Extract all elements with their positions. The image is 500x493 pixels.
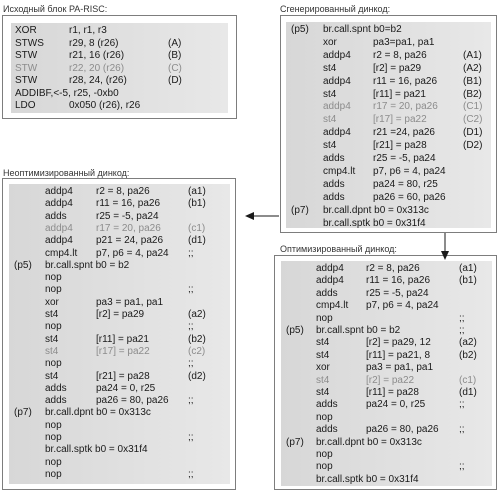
code-args: r11 = 16, pa26 (96, 198, 161, 210)
code-line (281, 288, 492, 300)
code-line (9, 346, 230, 358)
code-tag: ;; (459, 461, 465, 473)
code-op: addp4 (316, 263, 344, 274)
code-op: STW (15, 62, 38, 74)
code-op: st4 (323, 62, 337, 74)
code-line (9, 260, 230, 272)
code-line (11, 88, 228, 101)
code-tag: (c1) (459, 374, 477, 386)
code-line (281, 449, 492, 461)
code-line (9, 198, 230, 210)
code-tag: (b1) (459, 275, 477, 287)
code-line (11, 25, 228, 38)
code-args: r25 = -5, pa24 (373, 153, 436, 164)
code-line (9, 235, 230, 247)
code-line (9, 407, 230, 419)
code-tag: (d1) (459, 387, 477, 398)
code-line (11, 63, 228, 76)
code-tag: (B2) (463, 88, 482, 100)
code-line (286, 218, 491, 231)
code-line (281, 362, 492, 374)
code-op: STW (15, 50, 38, 61)
code-op: cmp4.lt (45, 247, 78, 259)
source-caption: Исходный блок PA-RISC: (3, 4, 108, 14)
code-line (286, 50, 491, 63)
code-args: r17 = 20, pa26 (96, 222, 161, 234)
code-line (286, 89, 491, 102)
code-line (281, 300, 492, 312)
code-tag: ;; (188, 284, 194, 296)
code-op: nop (316, 312, 333, 324)
code-op: adds (45, 382, 67, 394)
code-tag: ;; (459, 399, 465, 411)
code-line (286, 140, 491, 153)
unoptimized-caption: Неоптимизированный динкод: (3, 168, 130, 178)
code-tag: (D) (168, 75, 182, 86)
code-op: addp4 (45, 235, 73, 247)
code-tag: ;; (188, 395, 194, 407)
code-args: r29, 8 (r26) (69, 37, 119, 49)
code-args: [r2] = pa29 (373, 62, 422, 74)
code-op: cmp4.lt (323, 165, 356, 177)
code-op: nop (45, 321, 62, 333)
code-line (281, 375, 492, 387)
code-op: addp4 (316, 275, 344, 287)
code-line (9, 371, 230, 383)
code-op: st4 (45, 333, 59, 345)
code-tag: (A1) (463, 49, 482, 61)
code-args: [r17] = pa22 (373, 114, 427, 126)
code-args: 0x050 (r26), r26 (69, 100, 141, 111)
code-pred: (p5) (286, 325, 304, 336)
code-args: [r21] = pa28 (373, 140, 427, 152)
code-op: addp4 (323, 75, 351, 87)
code-tag: ;; (459, 325, 465, 336)
code-line (9, 334, 230, 346)
code-line (286, 114, 491, 127)
code-line (9, 383, 230, 395)
code-args: [r21] = pa28 (96, 370, 150, 382)
code-line (281, 350, 492, 362)
code-tag: (d2) (188, 370, 206, 382)
code-line (11, 75, 228, 88)
code-op: STWS (15, 37, 44, 49)
code-pred: (p5) (291, 24, 309, 35)
code-op: st4 (323, 114, 337, 126)
code-line (286, 179, 491, 192)
code-line (281, 424, 492, 436)
code-line (286, 37, 491, 50)
code-line (281, 474, 492, 486)
code-args: pa26 = 80, pa26 (366, 424, 439, 436)
code-args: [r17] = pa22 (96, 345, 150, 357)
source-code (11, 23, 228, 113)
code-op: nop (316, 449, 333, 460)
code-args: r2 = 8, pa26 (366, 263, 420, 274)
code-pred: (p5) (14, 259, 32, 271)
code-line (281, 437, 492, 449)
code-args: r2 = 8, pa26 (373, 49, 427, 61)
code-tag: (a2) (188, 309, 206, 320)
code-tag: ;; (459, 424, 465, 436)
code-args: [r11] = pa21 (373, 88, 426, 100)
code-line (286, 192, 491, 205)
code-args: r25 = -5, pa24 (366, 287, 429, 299)
code-args: r17 = 20, pa26 (373, 101, 438, 113)
code-line (9, 272, 230, 284)
code-op: br.call.sptk b0 = 0x31f4 (45, 444, 148, 456)
code-op: br.call.spnt b0 = b2 (316, 325, 401, 336)
code-op: addp4 (45, 222, 73, 234)
code-tag: (C2) (463, 114, 483, 126)
code-line (11, 38, 228, 51)
code-tag: (a1) (459, 263, 477, 274)
code-op: adds (316, 424, 338, 436)
code-op: nop (316, 411, 333, 423)
code-op: br.call.sptk b0 = 0x31f4 (316, 473, 419, 485)
code-op: st4 (316, 337, 330, 349)
code-op: nop (45, 284, 62, 296)
code-tag: (c1) (188, 222, 206, 234)
code-op: xor (323, 36, 337, 48)
optimized-caption: Оптимизированный динкод: (280, 244, 397, 254)
code-op: ADDIBF,<-5, r25, -0xb0 (15, 87, 119, 99)
code-line (281, 275, 492, 287)
generated-caption: Сгенерированный динкод: (280, 4, 391, 14)
code-tag: (A2) (463, 62, 482, 74)
code-line (9, 223, 230, 235)
code-op: st4 (316, 387, 330, 398)
code-line (281, 337, 492, 349)
code-op: adds (45, 210, 67, 222)
code-line (281, 412, 492, 424)
code-op: xor (45, 296, 59, 308)
code-op: XOR (15, 25, 37, 36)
code-op: st4 (323, 140, 337, 152)
code-args: [r11] = pa28 (366, 387, 419, 398)
code-args: r21, 16 (r26) (69, 50, 125, 61)
code-line (281, 399, 492, 411)
code-line (286, 76, 491, 89)
code-tag: (c2) (188, 345, 206, 357)
code-args: r11 = 16, pa26 (366, 275, 431, 287)
code-op: st4 (316, 349, 330, 361)
code-line (9, 309, 230, 321)
code-op: nop (45, 419, 62, 431)
code-args: pa24 = 0, r25 (366, 399, 426, 411)
generated-box (280, 15, 497, 233)
code-op: br.call.spnt b0=b2 (323, 24, 402, 35)
code-op: st4 (323, 88, 337, 100)
code-pred: (p7) (291, 204, 309, 216)
code-line (286, 24, 491, 37)
code-op: st4 (45, 345, 59, 357)
code-op: nop (316, 461, 333, 473)
code-args: p21 = 24, pa26 (96, 235, 164, 247)
code-op: adds (316, 287, 338, 299)
code-args: pa3=pa1, pa1 (373, 36, 435, 48)
code-op: nop (45, 468, 62, 480)
code-line (9, 297, 230, 309)
code-args: pa3 = pa1, pa1 (96, 296, 164, 308)
code-tag: (A) (168, 37, 182, 49)
code-tag: ;; (188, 432, 194, 443)
code-line (286, 127, 491, 140)
code-op: br.call.dpnt b0 = 0x313c (323, 204, 429, 216)
code-op: cmp4.lt (316, 300, 349, 312)
code-op: LDO (15, 100, 36, 111)
code-op: adds (316, 399, 338, 411)
code-op: nop (45, 358, 62, 370)
code-args: p7, p6 = 4, pa24 (96, 247, 169, 259)
code-tag: (D1) (463, 127, 483, 139)
code-line (286, 205, 491, 218)
code-op: br.call.dpnt b0 = 0x313c (45, 407, 151, 419)
code-tag: (b2) (459, 349, 477, 361)
code-args: p7, p6 = 4, pa24 (366, 300, 439, 312)
code-tag: (B1) (463, 75, 482, 87)
unoptimized-code (9, 184, 230, 484)
code-tag: (a2) (459, 337, 477, 349)
code-op: br.call.spnt b0 = b2 (45, 259, 130, 271)
code-line (281, 313, 492, 325)
code-line (9, 457, 230, 469)
code-line (9, 469, 230, 481)
code-tag: (C1) (463, 101, 483, 113)
code-line (281, 387, 492, 399)
code-op: nop (45, 432, 62, 443)
code-op: STW (15, 75, 38, 86)
code-op: nop (45, 456, 62, 468)
unoptimized-box (2, 178, 236, 490)
code-line (281, 263, 492, 275)
code-args: r2 = 8, pa26 (96, 186, 150, 197)
code-args: pa24 = 80, r25 (373, 178, 438, 190)
code-args: [r11] = pa21 (96, 333, 149, 345)
code-tag: ;; (188, 321, 194, 333)
code-args: [r2] = pa22 (366, 374, 415, 386)
code-tag: ;; (188, 247, 194, 259)
code-tag: (B) (168, 50, 182, 61)
code-tag: (b1) (188, 198, 206, 210)
code-args: r22, 20 (r26) (69, 62, 125, 74)
code-tag: (d1) (188, 235, 206, 247)
code-tag: ;; (188, 468, 194, 480)
code-line (9, 186, 230, 198)
code-line (281, 325, 492, 337)
code-args: [r11] = pa21, 8 (366, 349, 431, 361)
source-box (2, 15, 237, 119)
code-args: pa26 = 60, pa26 (373, 191, 446, 203)
code-args: r11 = 16, pa26 (373, 75, 438, 87)
code-args: r28, 24, (r26) (69, 75, 127, 86)
code-op: addp4 (45, 186, 73, 197)
code-line (286, 63, 491, 76)
code-line (281, 461, 492, 473)
code-line (9, 248, 230, 260)
code-op: adds (323, 178, 345, 190)
optimized-code (281, 261, 492, 486)
code-line (286, 153, 491, 166)
code-pred: (p7) (14, 407, 32, 419)
code-tag: (b2) (188, 333, 206, 345)
code-op: addp4 (323, 101, 351, 113)
code-args: r25 = -5, pa24 (96, 210, 159, 222)
code-op: st4 (45, 370, 59, 382)
code-line (9, 420, 230, 432)
code-line (286, 101, 491, 114)
code-op: adds (323, 153, 345, 164)
code-tag: (a1) (188, 186, 206, 197)
code-op: br.call.dpnt b0 = 0x313c (316, 436, 422, 448)
code-op: nop (45, 272, 62, 284)
code-op: addp4 (45, 198, 73, 210)
code-line (9, 211, 230, 223)
code-op: st4 (45, 309, 59, 320)
code-args: [r2] = pa29, 12 (366, 337, 431, 349)
code-line (9, 444, 230, 456)
code-tag: (D2) (463, 140, 483, 152)
code-tag: ;; (188, 358, 194, 370)
code-line (9, 432, 230, 444)
code-op: br.call.sptk b0 = 0x31f4 (323, 217, 426, 229)
code-args: pa24 = 0, r25 (96, 382, 156, 394)
optimized-box (274, 255, 497, 490)
generated-code (286, 22, 491, 228)
code-line (286, 166, 491, 179)
code-args: p7, p6 = 4, pa24 (373, 165, 446, 177)
code-line (9, 395, 230, 407)
code-args: r21 =24, pa26 (373, 127, 435, 139)
code-line (11, 50, 228, 63)
code-tag: (C) (168, 62, 182, 74)
code-line (9, 284, 230, 296)
code-args: [r2] = pa29 (96, 309, 145, 320)
code-line (9, 358, 230, 370)
code-op: addp4 (323, 127, 351, 139)
code-op: st4 (316, 374, 330, 386)
code-args: pa26 = 80, pa26 (96, 395, 169, 407)
code-op: adds (45, 395, 67, 407)
code-op: xor (316, 362, 330, 374)
code-op: addp4 (323, 49, 351, 61)
code-pred: (p7) (286, 436, 304, 448)
code-line (9, 321, 230, 333)
code-args: pa3 = pa1, pa1 (366, 362, 434, 374)
code-line (11, 100, 228, 113)
code-args: r1, r1, r3 (69, 25, 107, 36)
code-op: adds (323, 191, 345, 203)
code-tag: ;; (459, 312, 465, 324)
